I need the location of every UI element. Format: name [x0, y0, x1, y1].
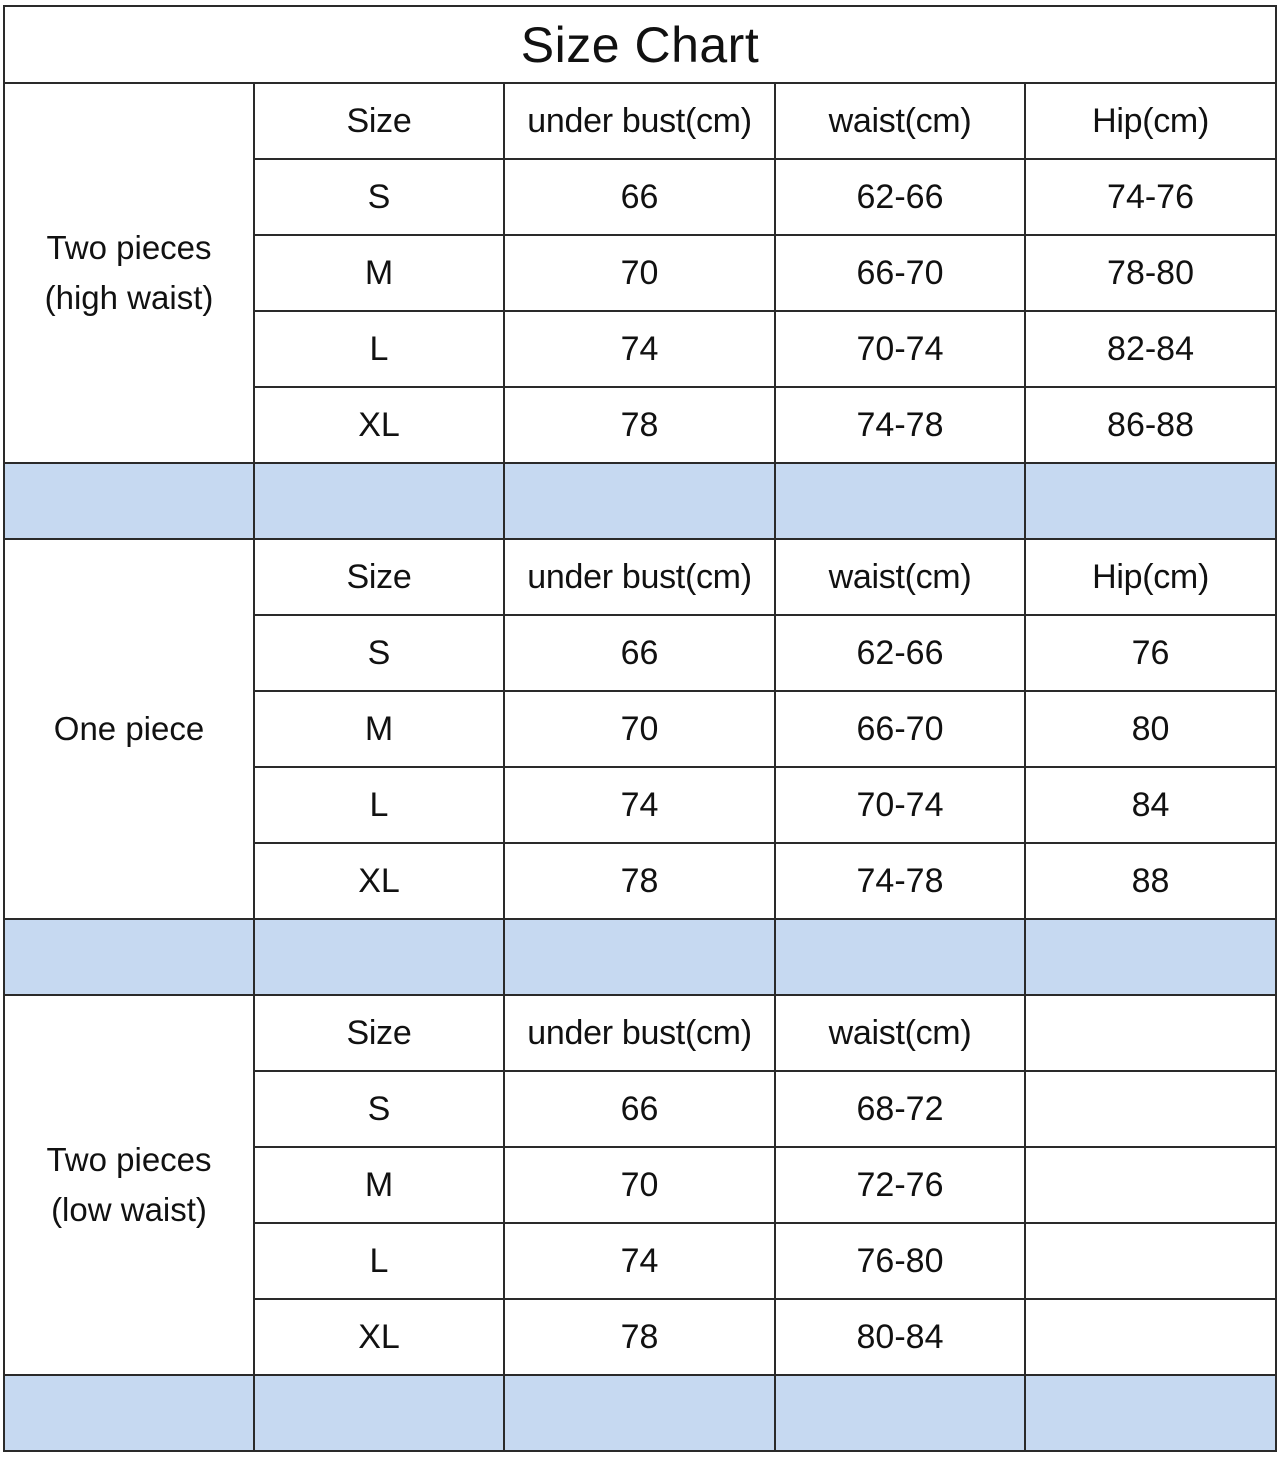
measurement-cell — [1025, 1071, 1276, 1147]
size-chart-table — [3, 5, 1277, 1452]
chart-title: Size Chart — [4, 6, 1276, 83]
separator-cell — [504, 919, 775, 995]
separator-row — [4, 919, 1276, 995]
column-header: under bust(cm) — [504, 995, 775, 1071]
column-header — [1025, 995, 1276, 1071]
section-label-line: (high waist) — [44, 279, 214, 316]
measurement-cell: 74 — [504, 1223, 775, 1299]
measurement-cell: 72-76 — [775, 1147, 1025, 1223]
measurement-cell — [1025, 1299, 1276, 1375]
column-header: waist(cm) — [775, 995, 1025, 1071]
size-cell: XL — [254, 387, 504, 463]
title-row — [4, 6, 1276, 83]
section-header-row — [4, 539, 1276, 615]
separator-cell — [775, 919, 1025, 995]
size-cell: M — [254, 235, 504, 311]
column-header: Hip(cm) — [1025, 539, 1276, 615]
measurement-cell: 70 — [504, 1147, 775, 1223]
separator-cell — [1025, 1375, 1276, 1451]
measurement-cell: 70 — [504, 691, 775, 767]
separator-cell — [504, 463, 775, 539]
size-cell: S — [254, 1071, 504, 1147]
column-header: Size — [254, 83, 504, 159]
separator-row — [4, 463, 1276, 539]
column-header: under bust(cm) — [504, 83, 775, 159]
separator-cell — [254, 463, 504, 539]
section-label-line: (low waist) — [51, 1191, 207, 1228]
size-cell: L — [254, 767, 504, 843]
section-label — [4, 539, 254, 919]
size-cell: XL — [254, 1299, 504, 1375]
section-label-line: One piece — [53, 710, 205, 747]
measurement-cell: 78 — [504, 387, 775, 463]
measurement-cell: 76 — [1025, 615, 1276, 691]
measurement-cell: 66 — [504, 615, 775, 691]
column-header: waist(cm) — [775, 83, 1025, 159]
separator-cell — [4, 919, 254, 995]
measurement-cell: 70 — [504, 235, 775, 311]
measurement-cell: 66-70 — [775, 691, 1025, 767]
measurement-cell: 74-76 — [1025, 159, 1276, 235]
measurement-cell: 68-72 — [775, 1071, 1025, 1147]
size-cell: L — [254, 311, 504, 387]
measurement-cell — [1025, 1223, 1276, 1299]
measurement-cell: 66-70 — [775, 235, 1025, 311]
measurement-cell: 86-88 — [1025, 387, 1276, 463]
measurement-cell: 76-80 — [775, 1223, 1025, 1299]
measurement-cell: 62-66 — [775, 159, 1025, 235]
separator-cell — [254, 1375, 504, 1451]
measurement-cell: 82-84 — [1025, 311, 1276, 387]
measurement-cell: 74 — [504, 767, 775, 843]
measurement-cell: 88 — [1025, 843, 1276, 919]
measurement-cell: 80 — [1025, 691, 1276, 767]
measurement-cell: 80-84 — [775, 1299, 1025, 1375]
section-label — [4, 995, 254, 1375]
column-header: waist(cm) — [775, 539, 1025, 615]
separator-cell — [775, 1375, 1025, 1451]
column-header: Size — [254, 539, 504, 615]
measurement-cell: 70-74 — [775, 311, 1025, 387]
section-label-line: Two pieces — [46, 1141, 212, 1178]
size-cell: S — [254, 159, 504, 235]
size-cell: S — [254, 615, 504, 691]
size-cell: XL — [254, 843, 504, 919]
section-label-line: Two pieces — [46, 229, 212, 266]
separator-cell — [254, 919, 504, 995]
measurement-cell — [1025, 1147, 1276, 1223]
separator-row — [4, 1375, 1276, 1451]
column-header: Hip(cm) — [1025, 83, 1276, 159]
section-header-row — [4, 995, 1276, 1071]
separator-cell — [1025, 463, 1276, 539]
column-header: under bust(cm) — [504, 539, 775, 615]
measurement-cell: 66 — [504, 159, 775, 235]
size-cell: M — [254, 1147, 504, 1223]
separator-cell — [775, 463, 1025, 539]
measurement-cell: 78 — [504, 843, 775, 919]
measurement-cell: 66 — [504, 1071, 775, 1147]
measurement-cell: 74-78 — [775, 387, 1025, 463]
separator-cell — [504, 1375, 775, 1451]
measurement-cell: 74 — [504, 311, 775, 387]
measurement-cell: 78-80 — [1025, 235, 1276, 311]
measurement-cell: 74-78 — [775, 843, 1025, 919]
separator-cell — [1025, 919, 1276, 995]
size-chart-sheet — [3, 5, 1275, 1463]
size-cell: M — [254, 691, 504, 767]
column-header: Size — [254, 995, 504, 1071]
separator-cell — [4, 1375, 254, 1451]
section-header-row — [4, 83, 1276, 159]
separator-cell — [4, 463, 254, 539]
measurement-cell: 84 — [1025, 767, 1276, 843]
measurement-cell: 62-66 — [775, 615, 1025, 691]
measurement-cell: 70-74 — [775, 767, 1025, 843]
measurement-cell: 78 — [504, 1299, 775, 1375]
section-label — [4, 83, 254, 463]
size-cell: L — [254, 1223, 504, 1299]
